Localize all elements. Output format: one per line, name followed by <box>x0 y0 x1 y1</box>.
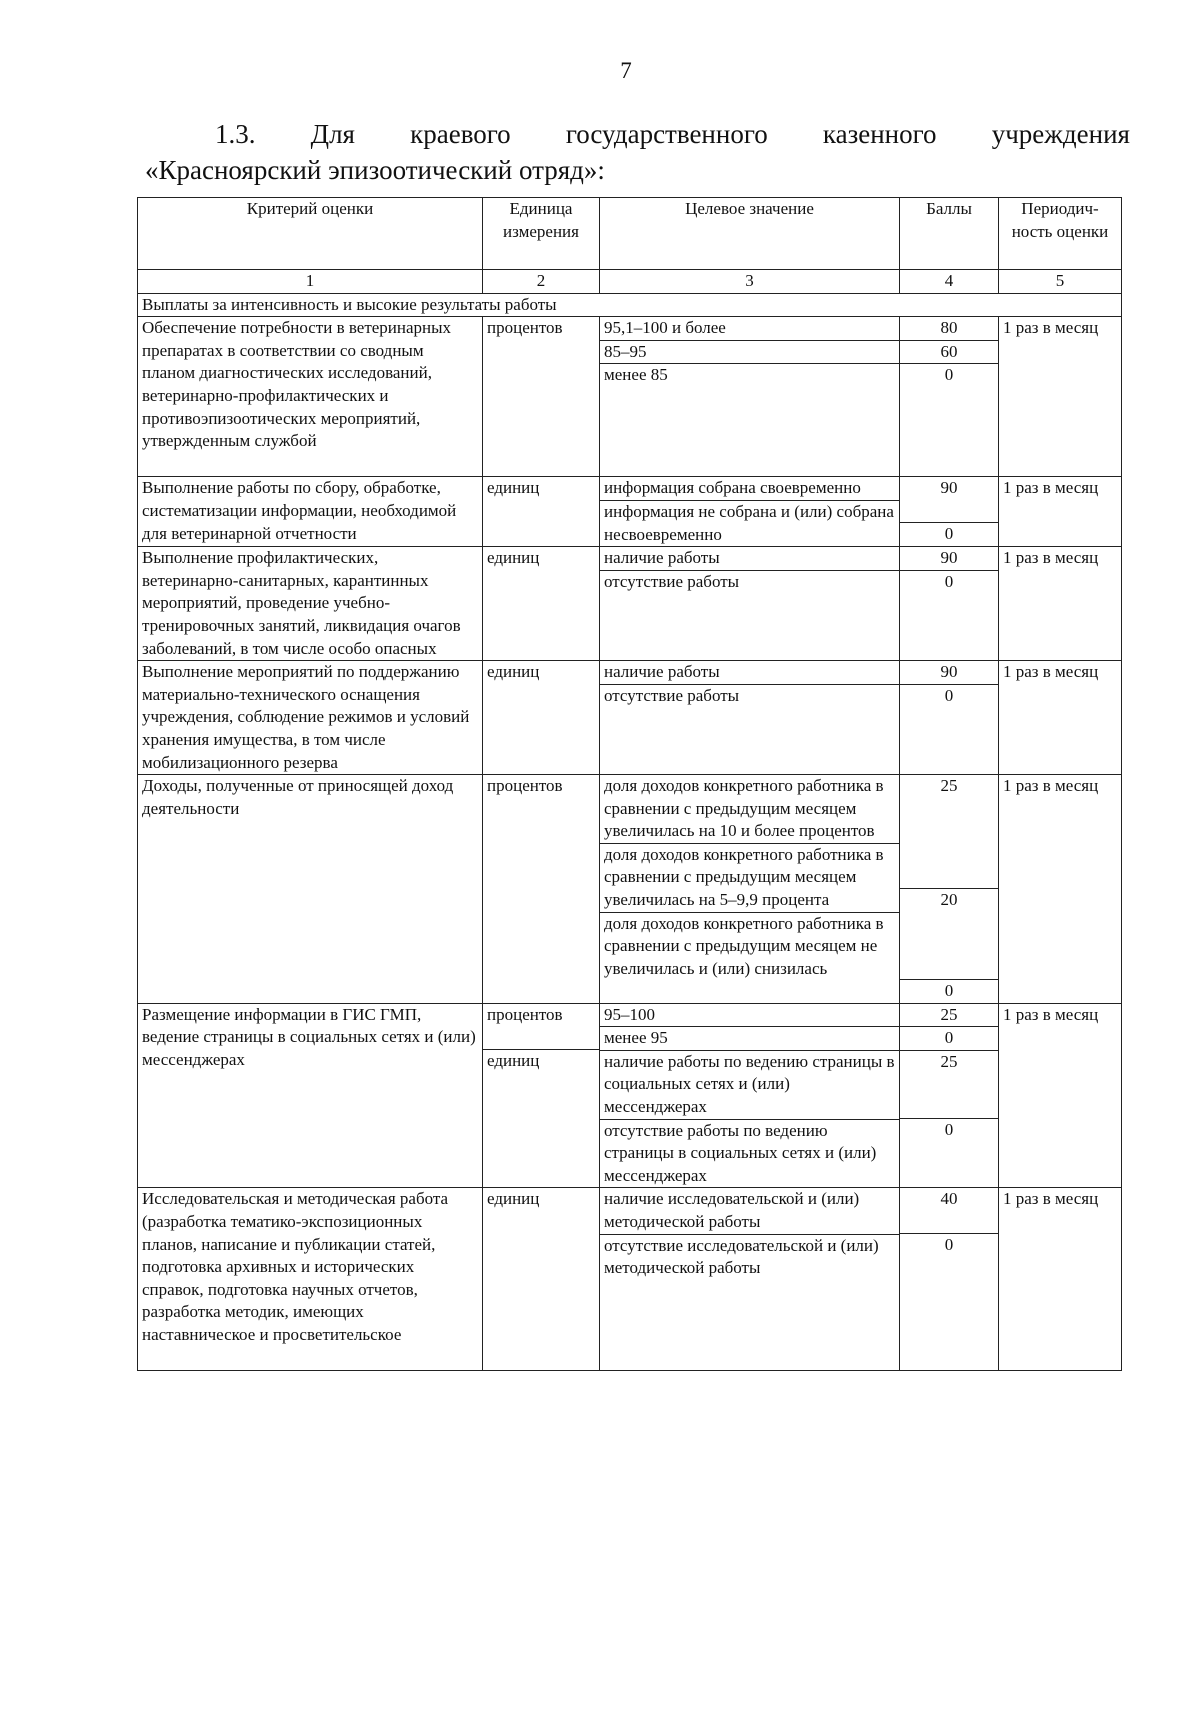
table-row <box>138 477 1122 547</box>
target-value: доля доходов конкретного работника в сравнении с предыдущим месяцем не увеличилась и (или) снизилась <box>604 913 884 978</box>
target-value: наличие работы <box>600 547 899 571</box>
unit-cell: процентов <box>483 775 600 1004</box>
target-value: менее 85 <box>604 365 668 385</box>
target-value: доля доходов конкретного работника в сравнении с предыдущим месяцем увеличилась на 5–9,9 процента <box>600 844 899 913</box>
criterion-cell: Выполнение профилактических, ветеринарно-санитарных, карантинных мероприятий, проведение учебно-тренировочных занятий, ликвидация очагов заболеваний, в том числе особо опасных <box>138 547 483 661</box>
column-number: 5 <box>999 270 1122 294</box>
criteria-table <box>137 197 1122 1371</box>
score-cell <box>900 1188 999 1370</box>
page-number: 7 <box>620 58 632 83</box>
period-cell: 1 раз в месяц <box>999 775 1122 1004</box>
target-value: информация собрана своевременно <box>600 477 899 501</box>
period-cell: 1 раз в месяц <box>999 1003 1122 1188</box>
criterion-cell: Выполнение работы по сбору, обработке, систематизации информации, необходимой для ветеринарной отчетности <box>138 477 483 547</box>
section-title: Выплаты за интенсивность и высокие результаты работы <box>138 293 1122 317</box>
score-value: 0 <box>944 524 954 544</box>
column-number: 1 <box>138 270 483 294</box>
column-number-row <box>138 270 1122 294</box>
target-value: 95,1–100 и более <box>600 317 899 341</box>
target-value: наличие исследовательской и (или) методической работы <box>600 1188 899 1234</box>
heading-line-1 <box>145 116 1130 152</box>
score-value: 25 <box>900 1004 998 1028</box>
period-cell: 1 раз в месяц <box>999 661 1122 775</box>
unit-cell: единиц <box>483 661 600 775</box>
score-value: 60 <box>900 341 998 365</box>
score-cell <box>900 547 999 661</box>
target-value: отсутствие работы по ведению страницы в социальных сетях и (или) мессенджерах <box>604 1120 877 1185</box>
score-value: 80 <box>900 317 998 341</box>
target-value: доля доходов конкретного работника в сравнении с предыдущим месяцем увеличилась на 10 и более процентов <box>600 775 899 844</box>
heading-word: казенного <box>822 119 937 149</box>
score-value: 20 <box>900 889 998 980</box>
score-value: 0 <box>944 1235 954 1255</box>
column-number: 3 <box>600 270 900 294</box>
target-value: отсутствие работы <box>604 685 740 705</box>
target-value: отсутствие исследовательской и (или) методической работы <box>604 1235 879 1278</box>
score-value: 25 <box>900 775 998 889</box>
score-value: 0 <box>944 365 954 385</box>
table-header-row <box>138 198 1122 270</box>
score-cell <box>900 775 999 1004</box>
score-cell <box>900 1003 999 1188</box>
table-row <box>138 317 1122 477</box>
criterion-cell: Доходы, полученные от приносящей доход деятельности <box>138 775 483 1004</box>
heading-word: Для <box>310 119 355 149</box>
criterion-cell: Выполнение мероприятий по поддержанию материально-технического оснащения учреждения, соблюдение режимов и условий хранения имущества, в том числе мобилизационного резерва <box>138 661 483 775</box>
score-value: 90 <box>900 477 998 523</box>
header-criterion: Критерий оценки <box>138 198 483 270</box>
score-cell <box>900 317 999 477</box>
score-value: 25 <box>900 1051 998 1119</box>
score-value: 0 <box>944 1119 954 1139</box>
document-heading <box>145 116 1130 188</box>
target-value: 85–95 <box>600 341 899 365</box>
header-unit: Единица измерения <box>483 198 600 270</box>
period-cell: 1 раз в месяц <box>999 1188 1122 1370</box>
target-cell <box>600 547 900 661</box>
unit-value: процентов <box>483 1004 599 1050</box>
unit-cell: единиц <box>483 547 600 661</box>
heading-word: 1.3. <box>215 119 256 149</box>
score-cell <box>900 661 999 775</box>
criterion-cell: Обеспечение потребности в ветеринарных препаратах в соответствии со сводным планом диагностических исследований, ветеринарно-профилактических и противоэпизоотических мероприятий, утвержденным службой <box>138 317 483 477</box>
unit-cell: единиц <box>483 1188 600 1370</box>
column-number: 4 <box>900 270 999 294</box>
unit-cell: единиц <box>483 477 600 547</box>
period-cell: 1 раз в месяц <box>999 477 1122 547</box>
table-row <box>138 661 1122 775</box>
column-number: 2 <box>483 270 600 294</box>
table-row <box>138 775 1122 1004</box>
criterion-cell: Исследовательская и методическая работа (разработка тематико-экспозиционных планов, написание и публикации статей, подготовка архивных и исторических справок, подготовка научных отчетов, разработка методик, имеющих наставническое и просветительское <box>138 1188 483 1370</box>
section-row <box>138 293 1122 317</box>
heading-line-2: «Красноярский эпизоотический отряд»: <box>145 155 605 185</box>
period-cell: 1 раз в месяц <box>999 547 1122 661</box>
heading-word: государственного <box>565 119 768 149</box>
header-score: Баллы <box>900 198 999 270</box>
unit-cell <box>483 1003 600 1188</box>
unit-value: единиц <box>487 1050 540 1070</box>
target-cell <box>600 775 900 1004</box>
target-value: 95–100 <box>600 1004 899 1028</box>
table-row <box>138 1003 1122 1188</box>
score-value: 0 <box>944 981 954 1001</box>
score-cell <box>900 477 999 547</box>
target-value: наличие работы <box>600 661 899 685</box>
score-value: 90 <box>900 547 998 571</box>
score-value: 40 <box>900 1188 998 1234</box>
target-cell <box>600 1188 900 1370</box>
table-row <box>138 547 1122 661</box>
score-value: 0 <box>900 1027 998 1051</box>
header-target: Целевое значение <box>600 198 900 270</box>
target-cell <box>600 317 900 477</box>
unit-cell: процентов <box>483 317 600 477</box>
score-value: 0 <box>944 571 954 591</box>
score-value: 90 <box>900 661 998 685</box>
score-value: 0 <box>944 685 954 705</box>
target-value: информация не собрана и (или) собрана несвоевременно <box>604 501 894 544</box>
target-value: менее 95 <box>600 1027 899 1051</box>
table-row <box>138 1188 1122 1370</box>
target-value: отсутствие работы <box>604 571 740 591</box>
target-cell <box>600 1003 900 1188</box>
period-cell: 1 раз в месяц <box>999 317 1122 477</box>
heading-word: краевого <box>410 119 511 149</box>
target-cell <box>600 477 900 547</box>
criterion-cell: Размещение информации в ГИС ГМП, ведение страницы в социальных сетях и (или) мессенджерах <box>138 1003 483 1188</box>
target-value: наличие работы по ведению страницы в социальных сетях и (или) мессенджерах <box>600 1051 899 1120</box>
header-period: Периодич-ность оценки <box>999 198 1122 270</box>
heading-word: учреждения <box>991 119 1130 149</box>
target-cell <box>600 661 900 775</box>
